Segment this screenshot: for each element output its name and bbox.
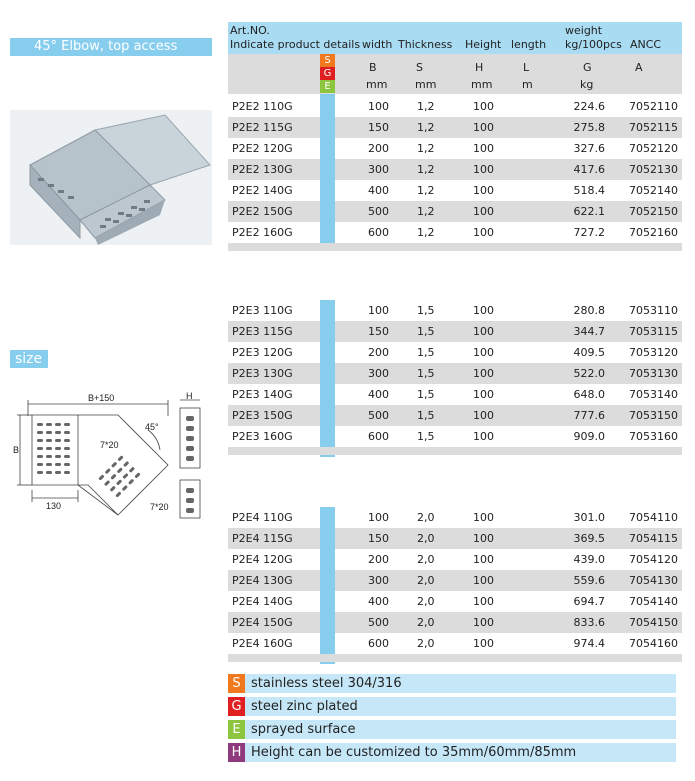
legend-badge: S: [228, 674, 245, 693]
unit-h: mm: [471, 78, 493, 91]
cell-a: 7054150: [629, 616, 678, 629]
cell-b: 400: [368, 184, 389, 197]
cell-b: 300: [368, 367, 389, 380]
cell-art: P2E4 160G: [232, 637, 293, 650]
cell-a: 7052140: [629, 184, 678, 197]
group-footer: [228, 654, 682, 662]
legend-text: stainless steel 304/316: [251, 676, 402, 691]
cell-b: 500: [368, 616, 389, 629]
cell-g: 280.8: [573, 304, 605, 317]
cell-g: 694.7: [573, 595, 605, 608]
group-footer: [228, 243, 682, 251]
cell-art: P2E3 130G: [232, 367, 293, 380]
cell-g: 518.4: [573, 184, 605, 197]
cell-s: 1,5: [417, 430, 435, 443]
cell-h: 100: [473, 205, 494, 218]
table-row: [228, 363, 682, 384]
legend-item: [228, 743, 676, 762]
cell-s: 1,2: [417, 142, 435, 155]
unit-g: kg: [580, 78, 594, 91]
dim-angle: 45°: [145, 422, 159, 432]
table-row: [228, 570, 682, 591]
cell-art: P2E3 160G: [232, 430, 293, 443]
color-stripe: [320, 300, 335, 457]
cell-b: 100: [368, 511, 389, 524]
cell-a: 7053115: [629, 325, 678, 338]
legend-badge: H: [228, 743, 245, 762]
color-stripe: [320, 507, 335, 664]
cell-a: 7054110: [629, 511, 678, 524]
cell-g: 369.5: [573, 532, 605, 545]
cell-s: 2,0: [417, 574, 435, 587]
cell-h: 100: [473, 430, 494, 443]
cell-h: 100: [473, 226, 494, 239]
cell-b: 200: [368, 553, 389, 566]
cell-h: 100: [473, 616, 494, 629]
cell-s: 2,0: [417, 553, 435, 566]
table-row: [228, 507, 682, 528]
cell-b: 600: [368, 430, 389, 443]
cell-h: 100: [473, 409, 494, 422]
letter-e: E: [320, 80, 335, 93]
cell-a: 7054130: [629, 574, 678, 587]
dim-slot1: 7*20: [100, 440, 119, 450]
cell-g: 522.0: [573, 367, 605, 380]
cell-s: 2,0: [417, 616, 435, 629]
product-photo: [10, 110, 212, 245]
cell-h: 100: [473, 325, 494, 338]
cell-a: 7054115: [629, 532, 678, 545]
cell-s: 2,0: [417, 637, 435, 650]
legend-text: sprayed surface: [251, 722, 356, 737]
cell-a: 7052110: [629, 100, 678, 113]
sym-h: H: [475, 61, 484, 74]
cell-h: 100: [473, 121, 494, 134]
cell-art: P2E2 140G: [232, 184, 293, 197]
cell-b: 300: [368, 574, 389, 587]
table-row: [228, 117, 682, 138]
cell-a: 7054160: [629, 637, 678, 650]
cell-h: 100: [473, 637, 494, 650]
cell-g: 648.0: [573, 388, 605, 401]
cell-g: 727.2: [573, 226, 605, 239]
cell-a: 7052160: [629, 226, 678, 239]
table-row: [228, 159, 682, 180]
table-row: [228, 138, 682, 159]
sym-a: A: [635, 61, 643, 74]
unit-l: m: [522, 78, 533, 91]
dim-b150: B+150: [88, 393, 115, 403]
table-row: [228, 384, 682, 405]
cell-art: P2E2 160G: [232, 226, 293, 239]
table-row: [228, 426, 682, 447]
cell-s: 1,5: [417, 409, 435, 422]
cell-s: 2,0: [417, 595, 435, 608]
legend-item: [228, 674, 676, 693]
cell-s: 2,0: [417, 511, 435, 524]
size-label: size: [10, 350, 48, 368]
table-row: [228, 342, 682, 363]
cell-b: 400: [368, 388, 389, 401]
cell-h: 100: [473, 532, 494, 545]
cell-a: 7054140: [629, 595, 678, 608]
dim-h: H: [186, 391, 193, 401]
cell-art: P2E4 115G: [232, 532, 293, 545]
cell-g: 301.0: [573, 511, 605, 524]
cell-h: 100: [473, 163, 494, 176]
cell-s: 1,2: [417, 184, 435, 197]
cell-b: 500: [368, 409, 389, 422]
legend-text: steel zinc plated: [251, 699, 358, 714]
sym-l: L: [523, 61, 530, 74]
cell-b: 100: [368, 100, 389, 113]
cell-b: 600: [368, 226, 389, 239]
cell-s: 1,2: [417, 100, 435, 113]
cell-a: 7052120: [629, 142, 678, 155]
table-row: [228, 633, 682, 654]
header-width: width: [362, 38, 393, 51]
elbow-tray-illustration: [10, 110, 212, 245]
header-length: length: [511, 38, 547, 51]
sym-s: S: [416, 61, 423, 74]
header-art-no: Art.NO.: [230, 24, 270, 37]
cell-h: 100: [473, 511, 494, 524]
cell-art: P2E3 140G: [232, 388, 293, 401]
cell-art: P2E3 150G: [232, 409, 293, 422]
cell-b: 150: [368, 325, 389, 338]
cell-g: 409.5: [573, 346, 605, 359]
cell-g: 974.4: [573, 637, 605, 650]
cell-b: 500: [368, 205, 389, 218]
cell-a: 7053150: [629, 409, 678, 422]
legend-text: Height can be customized to 35mm/60mm/85mm: [251, 745, 577, 760]
unit-s: mm: [415, 78, 437, 91]
header-ancc: ANCC: [630, 38, 662, 51]
legend-badge: G: [228, 697, 245, 716]
dimension-drawing-svg: [8, 390, 213, 520]
table-row: [228, 222, 682, 243]
cell-h: 100: [473, 100, 494, 113]
cell-h: 100: [473, 574, 494, 587]
table-row: [228, 528, 682, 549]
cell-art: P2E3 115G: [232, 325, 293, 338]
cell-g: 344.7: [573, 325, 605, 338]
cell-h: 100: [473, 367, 494, 380]
product-title: 45° Elbow, top access: [10, 38, 212, 56]
unit-b: mm: [366, 78, 388, 91]
legend-item: [228, 697, 676, 716]
table-row: [228, 180, 682, 201]
cell-a: 7052150: [629, 205, 678, 218]
cell-b: 150: [368, 121, 389, 134]
cell-b: 100: [368, 304, 389, 317]
cell-a: 7052115: [629, 121, 678, 134]
table-row: [228, 96, 682, 117]
cell-g: 833.6: [573, 616, 605, 629]
cell-s: 1,2: [417, 121, 435, 134]
cell-h: 100: [473, 184, 494, 197]
cell-art: P2E3 110G: [232, 304, 293, 317]
legend-badge: E: [228, 720, 245, 739]
letter-s: S: [320, 54, 335, 67]
cell-h: 100: [473, 304, 494, 317]
cell-s: 1,5: [417, 346, 435, 359]
cell-art: P2E4 120G: [232, 553, 293, 566]
table-row: [228, 405, 682, 426]
cell-b: 300: [368, 163, 389, 176]
cell-b: 150: [368, 532, 389, 545]
letter-g: G: [320, 67, 335, 80]
cell-art: P2E2 120G: [232, 142, 293, 155]
cell-g: 224.6: [573, 100, 605, 113]
cell-a: 7052130: [629, 163, 678, 176]
cell-g: 417.6: [573, 163, 605, 176]
table-row: [228, 321, 682, 342]
table-row: [228, 591, 682, 612]
table-row: [228, 201, 682, 222]
cell-g: 327.6: [573, 142, 605, 155]
dim-130: 130: [46, 501, 62, 511]
cell-art: P2E4 130G: [232, 574, 293, 587]
cell-h: 100: [473, 388, 494, 401]
cell-s: 1,5: [417, 388, 435, 401]
cell-h: 100: [473, 595, 494, 608]
cell-art: P2E2 110G: [232, 100, 293, 113]
cell-a: 7053160: [629, 430, 678, 443]
cell-a: 7053140: [629, 388, 678, 401]
cell-a: 7053130: [629, 367, 678, 380]
cell-art: P2E2 150G: [232, 205, 293, 218]
cell-s: 2,0: [417, 532, 435, 545]
cell-s: 1,2: [417, 205, 435, 218]
table-row: [228, 549, 682, 570]
cell-h: 100: [473, 142, 494, 155]
cell-art: P2E4 110G: [232, 511, 293, 524]
cell-s: 1,2: [417, 163, 435, 176]
cell-b: 200: [368, 142, 389, 155]
cell-b: 600: [368, 637, 389, 650]
cell-s: 1,5: [417, 367, 435, 380]
cell-s: 1,2: [417, 226, 435, 239]
group-footer: [228, 447, 682, 455]
cell-g: 559.6: [573, 574, 605, 587]
cell-h: 100: [473, 553, 494, 566]
header-weight: weight: [565, 24, 603, 37]
cell-a: 7053110: [629, 304, 678, 317]
sym-b: B: [369, 61, 377, 74]
cell-g: 622.1: [573, 205, 605, 218]
table-row: [228, 300, 682, 321]
dimension-drawing: [8, 390, 213, 520]
legend-item: [228, 720, 676, 739]
cell-g: 909.0: [573, 430, 605, 443]
cell-art: P2E2 130G: [232, 163, 293, 176]
dim-b: B: [13, 445, 20, 455]
header-indicate: Indicate product details: [230, 38, 361, 51]
cell-s: 1,5: [417, 325, 435, 338]
cell-a: 7053120: [629, 346, 678, 359]
table-row: [228, 612, 682, 633]
cell-a: 7054120: [629, 553, 678, 566]
cell-art: P2E2 115G: [232, 121, 293, 134]
cell-h: 100: [473, 346, 494, 359]
dim-slot2: 7*20: [150, 502, 169, 512]
cell-g: 777.6: [573, 409, 605, 422]
cell-art: P2E4 140G: [232, 595, 293, 608]
cell-b: 200: [368, 346, 389, 359]
cell-g: 439.0: [573, 553, 605, 566]
header-weight-unit: kg/100pcs: [565, 38, 622, 51]
cell-g: 275.8: [573, 121, 605, 134]
cell-b: 400: [368, 595, 389, 608]
table-subheader: [228, 54, 682, 94]
sym-g: G: [583, 61, 592, 74]
cell-s: 1,5: [417, 304, 435, 317]
cell-art: P2E3 120G: [232, 346, 293, 359]
header-height: Height: [465, 38, 502, 51]
color-stripe: [320, 94, 335, 243]
header-thickness: Thickness: [398, 38, 453, 51]
cell-art: P2E4 150G: [232, 616, 293, 629]
table-header: [228, 22, 682, 54]
